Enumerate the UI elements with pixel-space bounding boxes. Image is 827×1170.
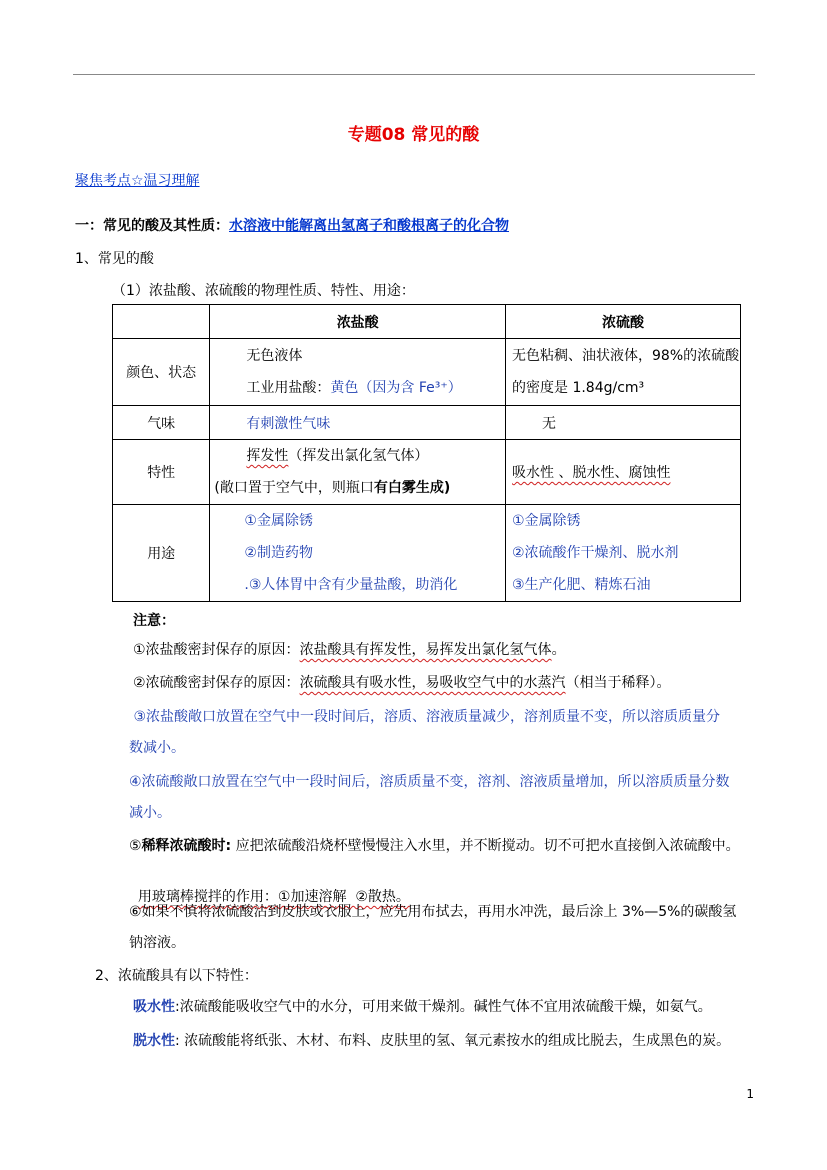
- row-smell: [113, 406, 741, 440]
- h2so4-usage-3: ③生产化肥、精炼石油: [512, 577, 651, 593]
- h2so4-smell: 无: [506, 406, 741, 440]
- heading-1: [75, 215, 509, 235]
- hcl-color-2: 工业用盐酸：黄色（因为含 Fe³⁺）: [246, 380, 462, 396]
- h2so4-color-2: 的密度是 1.84g/cm³: [512, 380, 645, 396]
- hcl-smell: 有刺激性气味: [210, 406, 506, 440]
- acid-properties-table: [112, 304, 741, 602]
- note-3-line-1: ③浓盐酸敞口放置在空气中一段时间后，溶质、溶液质量减少，溶剂质量不变，所以溶质质量分: [129, 709, 720, 725]
- row-label-smell: 气味: [113, 406, 210, 440]
- note-1: ①浓盐酸密封保存的原因：浓盐酸具有挥发性，易挥发出氯化氢气体。: [133, 642, 566, 658]
- h2so4-color-1: 无色粘稠、油状液体，98%的浓硫酸: [512, 348, 740, 364]
- row-label-usage: 用途: [113, 505, 210, 602]
- note-3-line-2: 数减小。: [129, 740, 185, 756]
- item-2-title: 2、浓硫酸具有以下特性：: [95, 968, 258, 984]
- item-2-dehydration: 脱水性: 浓硫酸能将纸张、木材、布料、皮肤里的氢、氧元素按水的组成比脱去，生成黑色的炭。: [133, 1033, 731, 1049]
- header-hcl: 浓盐酸: [210, 305, 506, 339]
- note-6-line-1: ⑥如果不慎将浓硫酸沾到皮肤或衣服上，应先用布拭去，再用水冲洗，最后涂上 3%—5%的碳酸氢: [129, 904, 737, 920]
- note-6-line-2: 钠溶液。: [129, 935, 185, 951]
- note-5-line-2: 用玻璃棒搅拌的作用：①加速溶解 ②散热。: [137, 889, 410, 905]
- section-link[interactable]: 聚焦考点☆温习理解: [75, 173, 200, 189]
- hcl-usage-2: ②制造药物: [244, 545, 313, 561]
- item-1-title: 1、常见的酸: [75, 251, 154, 267]
- hcl-property-1: 挥发性（挥发出氯化氢气体）: [246, 448, 429, 464]
- row-usage: [113, 505, 741, 602]
- page-title: 专题08 常见的酸: [347, 125, 480, 145]
- note-2: ②浓硫酸密封保存的原因：浓硫酸具有吸水性，易吸收空气中的水蒸汽（相当于稀释）。: [133, 675, 671, 691]
- header-empty: [113, 305, 210, 339]
- h2so4-property: 吸水性 、脱水性、腐蚀性: [512, 465, 671, 481]
- row-color: [113, 339, 741, 406]
- row-label-property: 特性: [113, 440, 210, 505]
- sub-1-title: （1）浓盐酸、浓硫酸的物理性质、特性、用途：: [112, 283, 415, 299]
- header-h2so4: 浓硫酸: [506, 305, 741, 339]
- item-2-absorbency: 吸水性:浓硫酸能吸收空气中的水分，可用来做干燥剂。碱性气体不宜用浓硫酸干燥，如氨气。: [133, 999, 712, 1015]
- acid-definition: 水溶液中能解离出氢离子和酸根离子的化合物: [229, 218, 509, 234]
- h2so4-usage-2: ②浓硫酸作干燥剂、脱水剂: [512, 545, 679, 561]
- page-number: 1: [746, 1087, 754, 1101]
- hcl-usage-1: ①金属除锈: [244, 513, 313, 529]
- h2so4-usage-1: ①金属除锈: [512, 513, 581, 529]
- header-rule: [73, 74, 755, 75]
- note-4-line-2: 减小。: [129, 805, 171, 821]
- notes-title: 注意：: [133, 613, 175, 629]
- hcl-property-2: (敞口置于空气中，则瓶口有白雾生成): [214, 480, 451, 496]
- heading-1-prefix: 一：常见的酸及其性质：: [75, 218, 229, 234]
- hcl-color-1: 无色液体: [246, 348, 303, 364]
- note-5-line-1: ⑤稀释浓硫酸时: 应把浓硫酸沿烧杯壁慢慢注入水里，并不断搅动。切不可把水直接倒入浓硫酸中。: [129, 838, 740, 854]
- note-4-line-1: ④浓硫酸敞口放置在空气中一段时间后，溶质质量不变，溶剂、溶液质量增加，所以溶质质量分数: [129, 774, 730, 790]
- row-property: [113, 440, 741, 505]
- table-header-row: [113, 305, 741, 339]
- row-label-color: 颜色、状态: [113, 339, 210, 406]
- hcl-usage-3: .③人体胃中含有少量盐酸，助消化: [244, 577, 458, 593]
